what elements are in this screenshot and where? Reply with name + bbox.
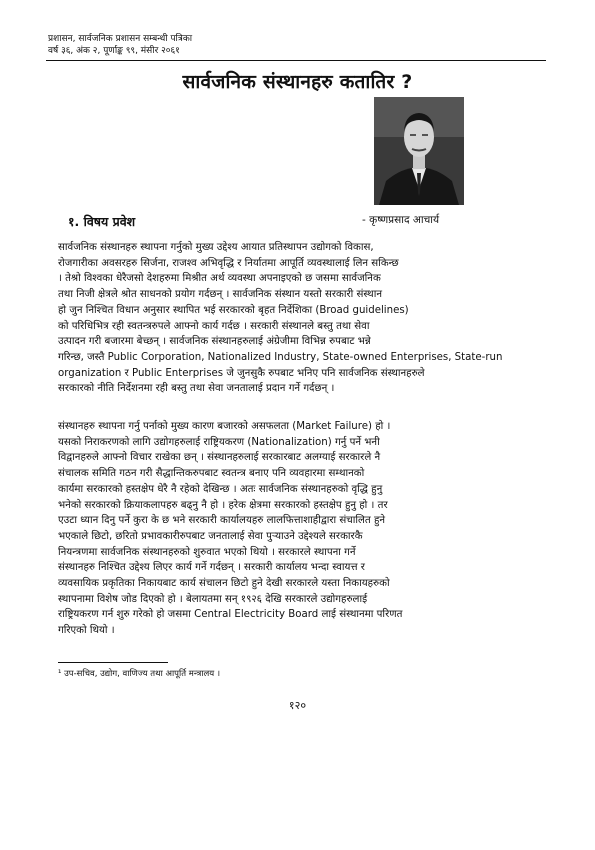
author-photo: [374, 97, 464, 205]
header-rule: [46, 60, 546, 61]
paragraph-line: एउटा ध्यान दिनु पर्ने कुरा के छ भने सरकारी कार्यालयहरु लालफित्ताशाहीद्वारा संचालित हुने: [58, 515, 386, 527]
paragraph-line: रोजगारीका अवसरहरु सिर्जना, राजश्व अभिवृद्धि र निर्यातमा आपूर्ति व्यवस्थालाई लिन सकिन्छ: [58, 257, 399, 269]
paragraph-line: हो जुन निश्चित विधान अनुसार स्थापित भई सरकारको बृहत निर्देशिका (Broad guidelines): [58, 304, 409, 316]
paragraph-line: संस्थानहरु निश्चित उद्देश्य लिएर कार्य गर्ने गर्दछन् । सरकारी कार्यालय भन्दा स्वायत्त र: [58, 562, 365, 574]
paragraph-2: [58, 419, 538, 639]
paragraph-line: भनेको सरकारको क्रियाकलापहरु बढ्नु नै हो । हरेक क्षेत्रमा सरकारको हस्तक्षेप हुनु हो । तर: [58, 499, 388, 511]
paragraph-line: भएकाले छिटो, छरितो प्रभावकारीरुपबाट जनतालाई सेवा पुऱ्याउने उद्देश्यले सरकारकै: [58, 530, 363, 542]
paragraph-line: organization र Public Enterprises जे जुनसुकै रुपबाट भनिए पनि सार्वजनिक संस्थानहरुले: [58, 367, 425, 379]
paragraph-line: विद्वानहरुले आफ्नो विचार राखेका छन् । संस्थानहरुलाई सरकारबाट अलग्याई सरकारले नै: [58, 452, 381, 464]
footnote-rule: [58, 662, 168, 663]
paragraph-line: स्थापनामा विशेष जोड दिएको हो । बेलायतमा सन् १९२६ देखि सरकारले उद्योगहरुलाई: [58, 593, 368, 605]
paragraph-line: यसको निराकरणको लागि उद्योगहरुलाई राष्ट्रियकरण (Nationalization) गर्नु पर्ने भनी: [58, 436, 380, 448]
footnote: ¹ उप-सचिव, उद्योग, वाणिज्य तथा आपूर्ति मन्त्रालय ।: [58, 669, 221, 679]
paragraph-line: संचालक समिति गठन गरी सैद्धान्तिकरुपबाट स्वतन्त्र बनाए पनि व्यवहारमा सम्थानको: [58, 468, 365, 480]
paragraph-line: संस्थानहरु स्थापना गर्नु पर्नाको मुख्य कारण बजारको असफलता (Market Failure) हो ।: [58, 421, 391, 432]
journal-header-line2: वर्ष ३६, अंक २, पूर्णाङ्क ९९, मंसीर २०६१: [48, 46, 180, 56]
paragraph-line: राष्ट्रियकरण गर्न शुरु गरेको हो जसमा Central Electricity Board लाई संस्थानमा परिणत: [58, 609, 403, 621]
author-name: - कृष्णप्रसाद आचार्य: [362, 214, 440, 226]
paragraph-line: उत्पादन गरी बजारमा बेच्छन् । सार्वजनिक संस्थानहरुलाई अंग्रेजीमा विभिन्न रुपबाट भन्ने: [58, 336, 371, 348]
paragraph-line: व्यवसायिक प्रकृतिका निकायबाट कार्य संचालन छिटो हुने देखी सरकारले यस्ता निकायहरुको: [58, 578, 390, 590]
paragraph-line: सार्वजनिक संस्थानहरु स्थापना गर्नुको मुख्य उद्देश्य आयात प्रतिस्थापन उद्योगको विकास,: [58, 242, 374, 253]
section-heading: १. विषय प्रवेश: [68, 214, 136, 229]
paragraph-line: गरिएको थियो ।: [58, 625, 115, 637]
page-number: १२०: [288, 699, 307, 712]
journal-header-line1: प्रशासन, सार्वजनिक प्रशासन सम्बन्धी पत्रिका: [48, 34, 193, 44]
paragraph-1: [58, 240, 538, 397]
paragraph-line: । तेश्रो विश्वका धेरैजसो देशहरुमा मिश्रीत अर्थ व्यवस्था अपनाइएको छ जसमा सार्वजनिक: [58, 273, 381, 285]
paragraph-line: तथा निजी क्षेत्रले श्रोत साधनको प्रयोग गर्दछन् । सार्वजनिक संस्थान यस्तो सरकारी संस्थान: [58, 289, 382, 301]
paragraph-line: को परिधिभित्र रही स्वतन्त्ररुपले आफ्नो कार्य गर्दछ । सरकारी संस्थानले बस्तु तथा सेवा: [58, 320, 370, 332]
article-title: सार्वजनिक संस्थानहरु कतातिर ?: [182, 71, 413, 93]
paragraph-line: नियन्त्रणमा सार्वजनिक संस्थानहरुको शुरुवात भएको थियो । सरकारले स्थापना गर्ने: [58, 546, 356, 558]
paragraph-line: गरिन्छ, जस्तै Public Corporation, Nationalized Industry, State-owned Enterprises, State-run: [58, 351, 503, 363]
paragraph-line: सरकारको नीति निर्देशनमा रही बस्तु तथा सेवा जनतालाई प्रदान गर्ने गर्दछन् ।: [58, 383, 335, 395]
paragraph-line: कार्यमा सरकारको हस्तक्षेप धेरै नै रहेको देखिन्छ । अतः सार्वजनिक संस्थानहरुको वृद्धि हुनु: [58, 483, 383, 495]
